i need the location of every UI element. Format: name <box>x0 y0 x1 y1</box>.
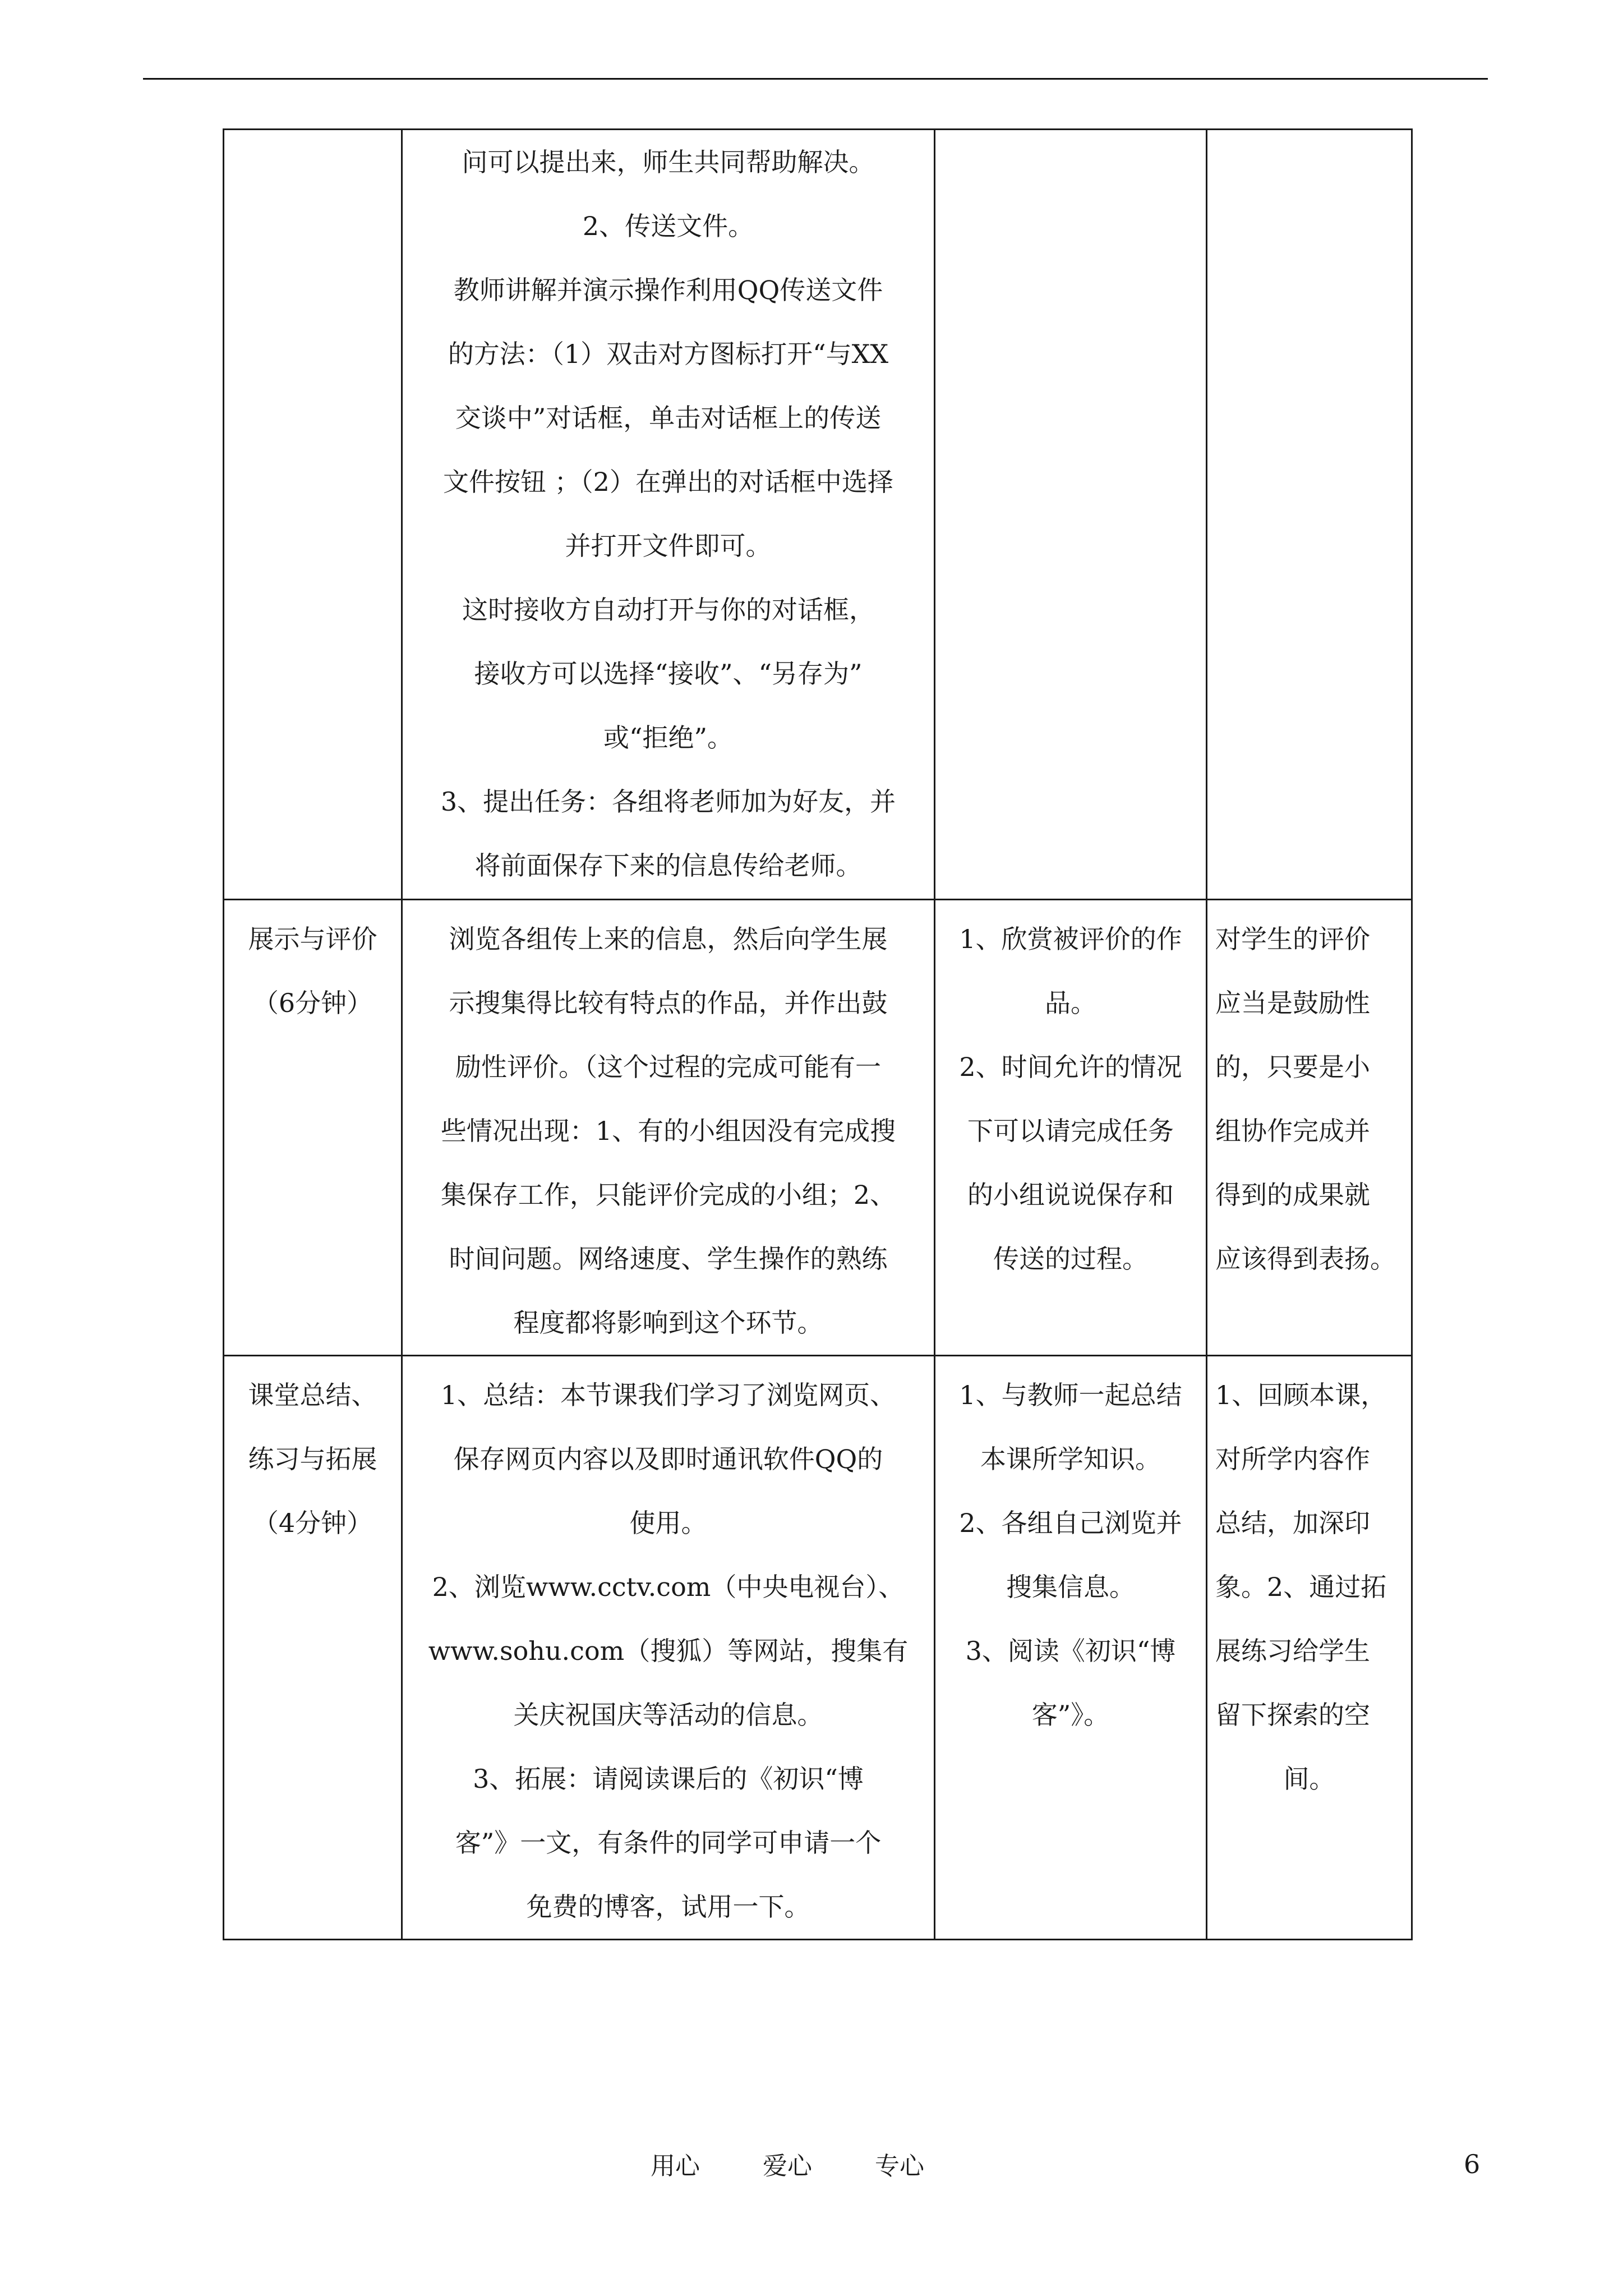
intent-line: 对学生的评价 <box>1215 924 1370 954</box>
student-line: 传送的过程。 <box>993 1244 1148 1274</box>
teacher-line: 并打开文件即可。 <box>565 531 772 561</box>
teacher-line: 时间问题。网络速度、学生操作的熟练 <box>449 1244 888 1274</box>
motto-word: 爱心 <box>763 2152 812 2180</box>
teacher-line: 1、总结：本节课我们学习了浏览网页、 <box>440 1380 896 1410</box>
teacher-line: 集保存工作，只能评价完成的小组；2、 <box>440 1180 896 1210</box>
student-line: 搜集信息。 <box>1006 1572 1135 1602</box>
intent-line: 组协作完成并 <box>1215 1116 1370 1146</box>
teacher-line: 免费的博客，试用一下。 <box>526 1892 810 1922</box>
cell-student <box>935 130 1207 900</box>
teacher-line: 示搜集得比较有特点的作品，并作出鼓 <box>449 988 888 1018</box>
teacher-line: 浏览各组传上来的信息，然后向学生展 <box>449 924 888 954</box>
teacher-line: 这时接收方自动打开与你的对话框， <box>462 595 875 625</box>
stage-line: 练习与拓展 <box>248 1444 377 1474</box>
teacher-line: 的方法：（1）双击对方图标打开“与XX <box>448 339 889 369</box>
teacher-line: 文件按钮 ；（2）在弹出的对话框中选择 <box>443 467 893 497</box>
stage-line: 展示与评价 <box>248 924 377 954</box>
cell-intent <box>1207 1356 1412 1940</box>
student-line: 本课所学知识。 <box>980 1444 1161 1474</box>
cell-teacher <box>402 130 935 900</box>
intent-line: 间。 <box>1283 1764 1335 1794</box>
teacher-line: 使用。 <box>629 1508 707 1538</box>
teacher-line: 或“拒绝”。 <box>603 723 734 753</box>
teacher-line: 接收方可以选择“接收”、“另存为” <box>474 659 863 689</box>
intent-line: 得到的成果就 <box>1215 1180 1370 1210</box>
cell-teacher <box>402 1356 935 1940</box>
stage-line: （6分钟） <box>252 988 373 1018</box>
motto-word: 专心 <box>875 2152 924 2180</box>
intent-line: 总结，加深印 <box>1215 1508 1370 1538</box>
cell-student <box>935 900 1207 1356</box>
teacher-line: 关庆祝国庆等活动的信息。 <box>513 1700 823 1730</box>
table-row <box>224 900 1412 1356</box>
header-rule <box>143 78 1488 80</box>
intent-line: 象。2、通过拓 <box>1215 1572 1387 1602</box>
cell-stage <box>224 1356 402 1940</box>
teacher-line: 程度都将影响到这个环节。 <box>513 1308 823 1338</box>
teacher-line: 励性评价。（这个过程的完成可能有一 <box>455 1052 881 1082</box>
student-line: 客”》。 <box>1031 1700 1110 1730</box>
lesson-plan-table <box>223 128 1413 1940</box>
intent-line: 展练习给学生 <box>1215 1636 1370 1666</box>
intent-line: 留下探索的空 <box>1215 1700 1370 1730</box>
intent-line: 1、回顾本课， <box>1215 1380 1387 1410</box>
teacher-line: 将前面保存下来的信息传给老师。 <box>474 850 862 881</box>
student-line: 2、时间允许的情况 <box>959 1052 1182 1082</box>
intent-line: 应该得到表扬。 <box>1215 1244 1396 1274</box>
cell-teacher <box>402 900 935 1356</box>
motto-word: 用心 <box>651 2152 700 2180</box>
teacher-line: 3、拓展：请阅读课后的《初识“博 <box>473 1764 864 1794</box>
teacher-line: 2、浏览www.cctv.com（中央电视台）、 <box>432 1572 905 1602</box>
intent-line: 对所学内容作 <box>1215 1444 1370 1474</box>
stage-line: 课堂总结、 <box>248 1380 377 1410</box>
teacher-line: 交谈中”对话框，单击对话框上的传送 <box>455 403 882 433</box>
teacher-line: 保存网页内容以及即时通讯软件QQ的 <box>453 1444 883 1474</box>
teacher-line: 客”》一文，有条件的同学可申请一个 <box>455 1828 882 1858</box>
cell-stage <box>224 900 402 1356</box>
student-line: 3、阅读《初识“博 <box>965 1636 1176 1666</box>
student-line: 品。 <box>1045 988 1096 1018</box>
cell-intent <box>1207 900 1412 1356</box>
teacher-line: 教师讲解并演示操作利用QQ传送文件 <box>453 275 883 305</box>
teacher-line: 3、提出任务：各组将老师加为好友，并 <box>440 786 896 817</box>
cell-stage <box>224 130 402 900</box>
intent-line: 的，只要是小 <box>1215 1052 1370 1082</box>
cell-intent <box>1207 130 1412 900</box>
student-line: 的小组说说保存和 <box>967 1180 1174 1210</box>
teacher-line: 些情况出现：1、有的小组因没有完成搜 <box>440 1116 896 1146</box>
cell-student <box>935 1356 1207 1940</box>
page-number: 6 <box>1464 2149 1481 2179</box>
student-line: 1、欣赏被评价的作 <box>959 924 1182 954</box>
intent-line: 应当是鼓励性 <box>1215 988 1370 1018</box>
student-line: 下可以请完成任务 <box>967 1116 1174 1146</box>
table-row <box>224 130 1412 900</box>
footer-motto <box>651 2146 987 2182</box>
stage-line: （4分钟） <box>252 1508 373 1538</box>
teacher-line: 2、传送文件。 <box>582 211 754 241</box>
student-line: 2、各组自己浏览并 <box>959 1508 1182 1538</box>
teacher-line: 问可以提出来，师生共同帮助解决。 <box>462 147 875 177</box>
table-row <box>224 1356 1412 1940</box>
teacher-line: www.sohu.com（搜狐）等网站，搜集有 <box>428 1636 909 1666</box>
student-line: 1、与教师一起总结 <box>959 1380 1182 1410</box>
